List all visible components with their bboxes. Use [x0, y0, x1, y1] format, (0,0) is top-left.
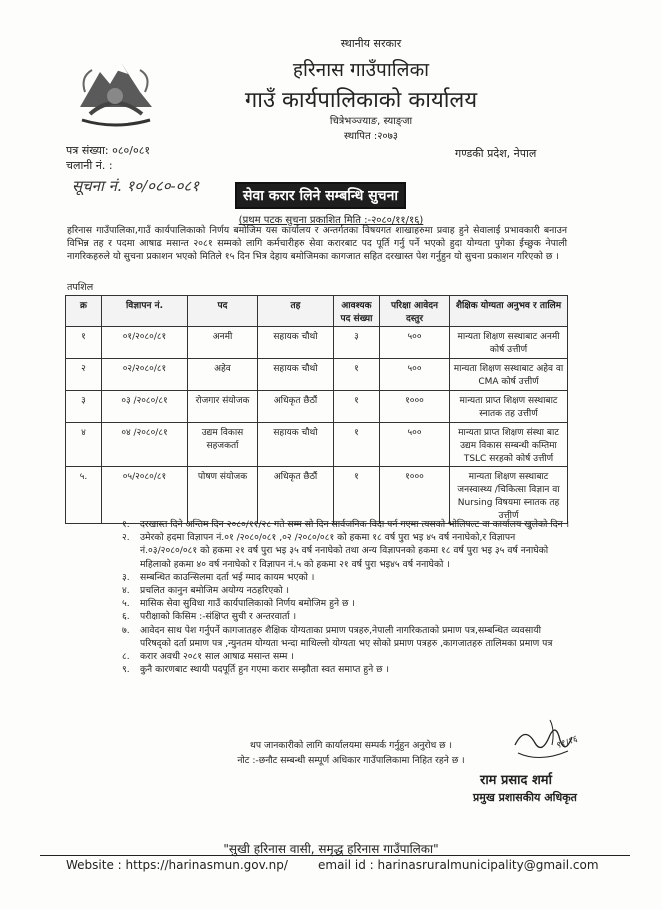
cell-post: रोजगार संयोजक: [188, 391, 258, 423]
footer-website: Website : https://harinasmun.gov.np/: [66, 858, 288, 872]
cell-ad-no: ०३ /२०८०/८१: [102, 391, 188, 423]
list-item: १. दरखास्त दिने अन्तिम दिन २०८०/११/२८ गते सम्म सो दिन सार्वजनिक विदा पर्न गएमा त्यसको भोलिपल्ट वा कार्यालय खुलेको दिन ।: [122, 519, 570, 530]
list-item: ५. मासिक सेवा सुविधा गाउँ कार्यपालिकाको निर्णय बमोजिम हुने छ ।: [122, 598, 355, 610]
list-item: ९. कुनै कारणबाट स्थायी पदपूर्ति हुन गएमा करार सम्झौता स्वत समाप्त हुने छ ।: [122, 664, 389, 676]
col-header-level: तह: [258, 296, 334, 327]
cell-qualification: मान्यता शिक्षण सस्थाबाट जनस्वास्थ्य /चिकित्सा विज्ञान वा Nursing विषयमा स्नातक तह उत्तीर्ण: [450, 467, 568, 524]
signatory-name: राम प्रसाद शर्मा: [480, 773, 552, 788]
footer-slogan: "सुखी हरिनास वासी, समृद्ध हरिनास गाउँपालिका": [223, 842, 439, 856]
office-address: चित्रेभञ्ज्याङ, स्याङ्जा: [329, 116, 413, 127]
cell-post: पोषण संयोजक: [188, 467, 258, 524]
cell-fee: ५००: [380, 359, 450, 391]
col-header-qualification: शैक्षिक योग्यता अनुभव र तालिम: [450, 296, 568, 327]
cell-ad-no: ०४ /२०८०/८१: [102, 423, 188, 467]
cell-ad-no: ०२/२०८०/८१: [102, 359, 188, 391]
letter-number: पत्र संख्या: ०८०/०८१: [66, 144, 151, 157]
list-item: ३. सम्बन्धित काउन्सिलमा दर्ता भई ग्माद कायम भएको ।: [122, 571, 315, 583]
list-item: ७. आवेदन साथ पेश गर्नुपर्ने कागजातहरु शैक्षिक योग्यताका प्रमाण पत्रहरु,नेपाली नागरिकताको प्रमाण पत्र,सम्बन्धित व्यवसायी परिषद्को दर्ता प्रमाण पत्र ,न्युनतम योग्यता भन्दा माथिल्लो योग्यता भए सोको प्रमाण पत्रहरु ,कागजातहरु तालिमका प्रमाण पत्र: [122, 624, 553, 649]
cell-vacancies: १: [334, 467, 380, 524]
cell-qualification: मान्यता प्राप्त शिक्षण संस्था बाट उद्यम विकास सम्बन्धी कम्तिमा TSLC सरहको कोर्ष उत्तीर्ण: [450, 423, 568, 467]
cell-ad-no: ०५/२०८०/८१: [102, 467, 188, 524]
list-item: ६. परीक्षाको किसिम :-संक्षिप्त सुची र अन्तरवार्ता ।: [122, 611, 297, 623]
table-row: [66, 359, 568, 391]
cell-level: अधिकृत छैठौं: [258, 467, 334, 524]
cell-level: सहायक चौथो: [258, 423, 334, 467]
notice-title: सेवा करार लिने सम्बन्धि सुचना: [235, 182, 406, 209]
cell-fee: ५००: [380, 327, 450, 359]
col-header-ad-no: विज्ञापन नं.: [102, 296, 188, 327]
cell-level: सहायक चौथो: [258, 327, 334, 359]
conditions-list: [122, 518, 572, 676]
list-item: ८. करार अवधी २०८१ साल आषाढ मसान्त सम्म ।: [122, 651, 294, 663]
office-name: गाउँ कार्यपालिकाको कार्यालय: [244, 88, 478, 113]
table-row: [66, 467, 568, 524]
local-government-label: स्थानीय सरकार: [340, 37, 402, 50]
cell-vacancies: १: [334, 391, 380, 423]
handwritten-notice-number: सूचना नं. १०/०८०-०८१: [72, 177, 200, 195]
cell-vacancies: १: [334, 359, 380, 391]
footer-divider: [40, 855, 630, 856]
cell-fee: १०००: [380, 467, 450, 524]
cell-qualification: मान्यता शिक्षण सस्थाबाट अनमी कोर्ष उत्तीर्ण: [450, 327, 568, 359]
cell-ad-no: ०१/२०८०/८१: [102, 327, 188, 359]
closing-note: नोट :-छनौट सम्बन्धी सम्पूर्ण अधिकार गाउँपालिकामा निहित रहने छ ।: [237, 755, 465, 766]
vacancy-table: [65, 295, 568, 524]
cell-sn: ५.: [66, 467, 102, 524]
col-header-vacancies: आवश्यक पद संख्या: [334, 296, 380, 327]
cell-sn: १: [66, 327, 102, 359]
cell-sn: २: [66, 359, 102, 391]
closing-request: थप जानकारीको लागि कार्यालयमा सम्पर्क गर्नुहुन अनुरोध छ ।: [250, 740, 452, 751]
table-header-row: [66, 296, 568, 327]
notice-intro: हरिनास गाउँपालिका,गाउँ कार्यपालिकाको निर्णय बमोजिम यस कार्यालय र अन्तर्गतका विषयगत शाखाहरुमा प्रवाह हुने सेवालाई प्रभावकारी बनाउन विभिन्न तह र पदमा आषाढ मसान्त २०८१ सम्मको लागि कर्मचारीहरु सेवा करारबाट पद पूर्ति गर्नु पर्ने भएको हुदा योग्यता पुगेका ईच्छुक नेपाली नागरिकहरुले यो सुचना प्रकाशन भएको मितिले १५ दिन भित्र देहाय बमोजिमका कागजात सहित दरखास्त पेश गर्नुहुन यो सुचना प्रकाशन गरिएको छ ।: [67, 225, 567, 262]
list-item: ४. प्रचलित कानुन बमोजिम अयोग्य नठहरिएको ।: [122, 585, 290, 597]
cell-fee: १०००: [380, 391, 450, 423]
cell-qualification: मान्यता शिक्षण सस्थाबाट अहेव वा CMA कोर्ष उत्तीर्ण: [450, 359, 568, 391]
cell-post: अहेव: [188, 359, 258, 391]
table-row: [66, 423, 568, 467]
cell-post: उद्यम विकास सहजकर्ता: [188, 423, 258, 467]
table-row: [66, 391, 568, 423]
cell-qualification: मान्यता प्राप्त शिक्षण सस्थाबाट स्नातक तह उत्तीर्ण: [450, 391, 568, 423]
cell-vacancies: ३: [334, 327, 380, 359]
col-header-sn: क्र: [66, 296, 102, 327]
col-header-fee: परिक्षा आवेदन दस्तुर: [380, 296, 450, 327]
cell-level: सहायक चौथो: [258, 359, 334, 391]
established-date: स्थापित :२०७३: [344, 131, 398, 142]
dispatch-number: चलानी नं. :: [66, 159, 113, 172]
cell-level: अधिकृत छैठौं: [258, 391, 334, 423]
notice-subtitle: (प्रथम पटक सुचना प्रकाशित मिति :-२०८०/११/१६): [238, 215, 424, 226]
col-header-post: पद: [188, 296, 258, 327]
cell-post: अनमी: [188, 327, 258, 359]
list-item: २. उमेरको हदमा विज्ञापन नं.०१ /२०८०/०८१ ,०२ /२०८०/०८१ को हकमा १८ वर्ष पुरा भइ ४५ वर्ष ननाघेको,र विज्ञापन नं.०३/२०८०/०८१ को हकमा २१ वर्ष पुरा भइ ३५ वर्ष ननाघेको तथा अन्य विज्ञापनको हकमा १८ वर्ष पुरा भइ ३५ वर्ष ननाघेको महिलाको हकमा ४० वर्ष ननाघेको र विज्ञापन नं.५ को हकमा २१ वर्ष पुरा भइ४५ वर्ष ननाघेको ।: [122, 532, 549, 570]
signatory-title: प्रमुख प्रशासकीय अधिकृत: [473, 791, 577, 804]
province-label: गण्डकी प्रदेश, नेपाल: [455, 147, 537, 160]
cell-sn: ४: [66, 423, 102, 467]
signature-date: ९१।१६: [554, 734, 579, 752]
cell-sn: ३: [66, 391, 102, 423]
municipality-name: हरिनास गाउँपालिका: [292, 59, 430, 81]
cell-vacancies: १: [334, 423, 380, 467]
cell-fee: ५००: [380, 423, 450, 467]
footer-email: email id : harinasruralmunicipality@gmail.com: [318, 858, 599, 872]
table-row: [66, 327, 568, 359]
details-label: तपशिल: [67, 282, 94, 293]
